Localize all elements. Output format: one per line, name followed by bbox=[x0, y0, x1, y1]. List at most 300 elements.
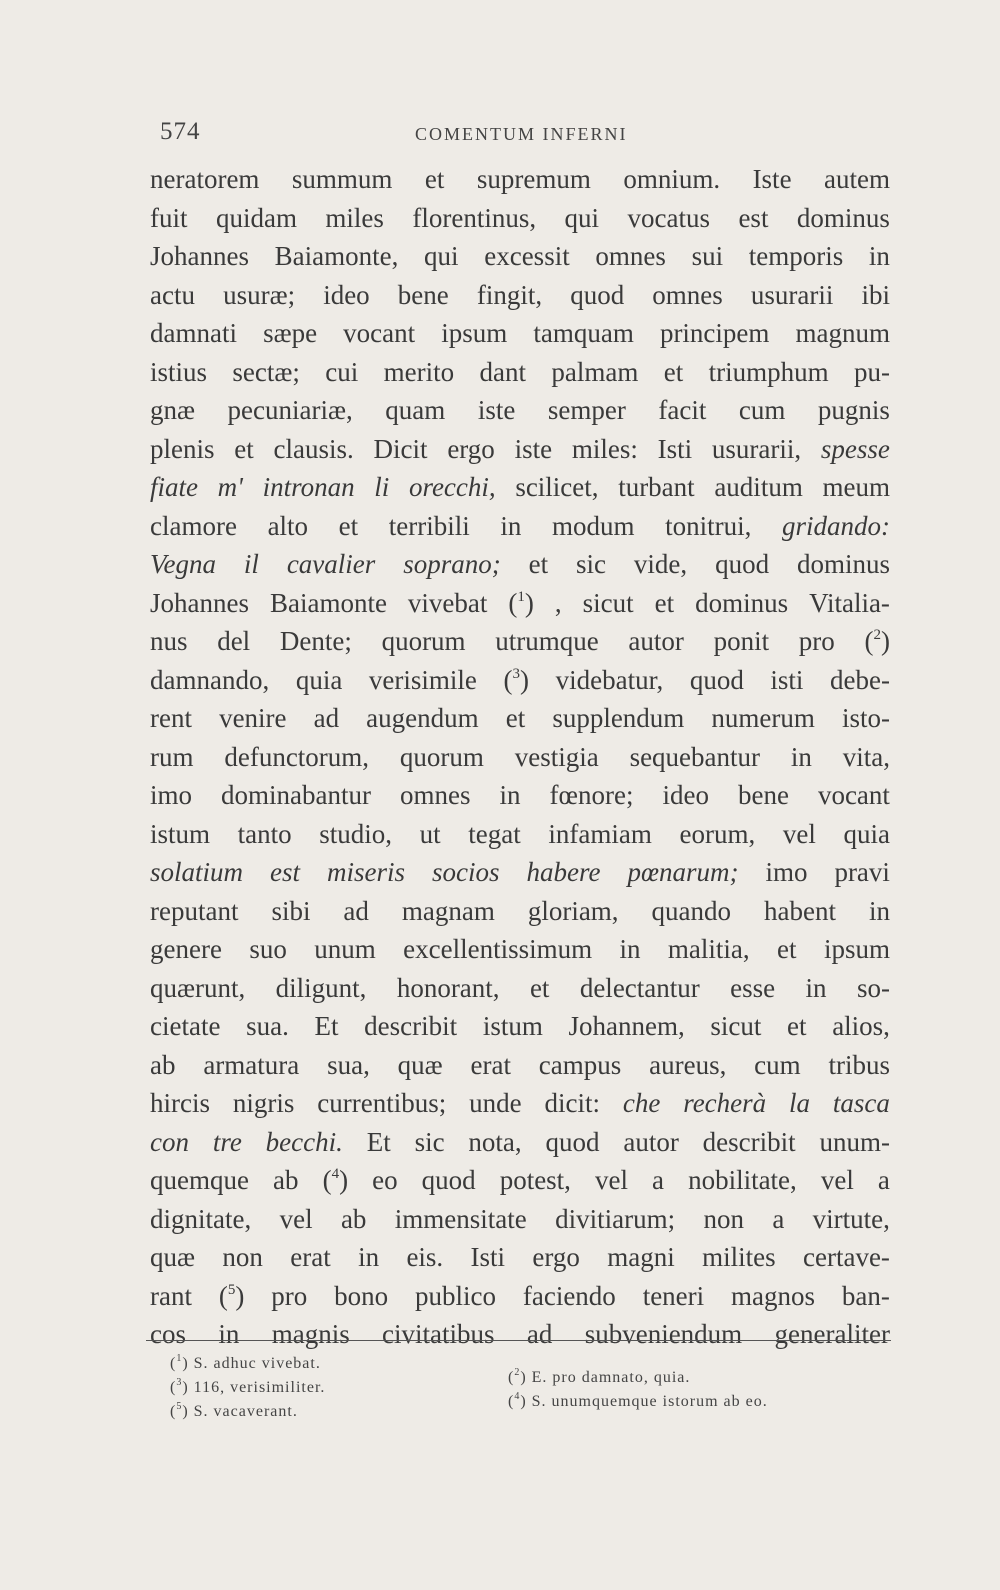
word: autor bbox=[628, 626, 684, 656]
italic-word: Vegna bbox=[150, 549, 216, 579]
word: principem bbox=[659, 318, 770, 348]
word: actu bbox=[150, 279, 195, 310]
word: fuit bbox=[150, 202, 188, 233]
text-line bbox=[150, 507, 890, 546]
word: publico bbox=[414, 1280, 496, 1311]
text-line bbox=[150, 1123, 890, 1162]
word: esse bbox=[730, 972, 776, 1003]
word: divitiarum; bbox=[555, 1203, 676, 1234]
word: quod bbox=[421, 1165, 476, 1195]
word: magnis bbox=[271, 1319, 350, 1349]
word: quia bbox=[295, 664, 343, 695]
word: ideo bbox=[323, 279, 370, 310]
note-reference: ($^5$) bbox=[218, 1280, 245, 1311]
word: qui bbox=[424, 241, 459, 271]
text-line bbox=[150, 1277, 890, 1316]
word: et bbox=[234, 433, 254, 464]
word: quorum bbox=[399, 741, 484, 772]
word: sequebantur bbox=[629, 741, 761, 772]
word: milites bbox=[702, 1242, 776, 1272]
word: sectæ; bbox=[232, 356, 300, 387]
note-reference: ($^3$) bbox=[503, 664, 529, 695]
word: miles bbox=[325, 202, 384, 233]
word: et bbox=[777, 934, 797, 964]
text-line bbox=[150, 661, 890, 700]
word: tamquam bbox=[533, 318, 634, 348]
word: vocant bbox=[343, 318, 416, 348]
word: ad bbox=[526, 1319, 553, 1349]
word: autor bbox=[623, 1126, 679, 1157]
word: damnati bbox=[150, 318, 237, 348]
text-line bbox=[150, 1315, 890, 1354]
word: ban- bbox=[841, 1280, 890, 1311]
word: quod bbox=[545, 1126, 600, 1157]
word: cui bbox=[325, 356, 359, 387]
word: generaliter bbox=[774, 1319, 890, 1349]
word: nota, bbox=[468, 1126, 522, 1157]
word: aureus, bbox=[649, 1049, 727, 1080]
word: augendum bbox=[366, 703, 479, 733]
word: in bbox=[805, 972, 827, 1003]
italic-word: li bbox=[374, 472, 390, 502]
word: ergo bbox=[447, 433, 495, 464]
word: imo bbox=[765, 857, 808, 887]
word: scilicet, bbox=[515, 472, 599, 502]
footnotes-left-column bbox=[170, 1352, 325, 1424]
word: Et bbox=[366, 1126, 391, 1157]
italic-word: miseris bbox=[326, 857, 405, 887]
word: summum bbox=[291, 164, 393, 194]
word: erat bbox=[290, 1242, 331, 1272]
word: omnes bbox=[595, 241, 666, 271]
word: nigris bbox=[232, 1088, 295, 1118]
word: so- bbox=[856, 972, 890, 1003]
word: omnes bbox=[652, 279, 723, 310]
word: et bbox=[505, 703, 526, 733]
word: potest, bbox=[499, 1165, 571, 1195]
word: bono bbox=[334, 1280, 389, 1311]
word: civitatibus bbox=[382, 1319, 495, 1349]
word: dant bbox=[479, 356, 527, 387]
word: sibi bbox=[271, 895, 311, 926]
word: vel bbox=[820, 1165, 854, 1195]
word: in bbox=[868, 241, 890, 271]
word: Johannem, bbox=[568, 1011, 685, 1041]
footnotes bbox=[148, 1352, 893, 1432]
word: et bbox=[424, 164, 445, 194]
word: tonitrui, bbox=[665, 510, 752, 541]
word: et bbox=[529, 972, 550, 1003]
word: modum bbox=[552, 510, 635, 541]
footnote: ($^2$) E. pro damnato, quia. bbox=[508, 1367, 691, 1386]
word: numerum bbox=[711, 703, 815, 733]
word: non bbox=[222, 1242, 263, 1272]
word: et bbox=[528, 549, 549, 579]
word: unde bbox=[469, 1088, 522, 1118]
word: et bbox=[338, 510, 359, 541]
word: dominus bbox=[796, 202, 890, 233]
word: Johannes bbox=[150, 587, 249, 618]
note-reference: ($^2$) bbox=[864, 626, 890, 656]
text-line bbox=[150, 468, 890, 507]
word: quando bbox=[651, 895, 732, 926]
word: venire bbox=[219, 703, 287, 733]
word: magnos bbox=[731, 1280, 816, 1311]
word: quemque bbox=[150, 1165, 249, 1195]
word: fingit, bbox=[476, 279, 543, 310]
word: vestigia bbox=[514, 741, 599, 772]
word: vel bbox=[782, 818, 816, 849]
italic-word: fiate bbox=[150, 472, 198, 502]
text-line bbox=[150, 622, 890, 661]
word: quod bbox=[570, 279, 625, 310]
word: qui bbox=[564, 202, 600, 233]
word: supplendum bbox=[552, 703, 685, 733]
word: clamore bbox=[150, 510, 237, 541]
word: quærunt, bbox=[150, 972, 246, 1003]
italic-word: soprano; bbox=[403, 549, 501, 579]
word: verisimile bbox=[368, 664, 477, 695]
word: sæpe bbox=[263, 318, 318, 348]
text-line bbox=[150, 815, 890, 854]
word: del bbox=[217, 626, 251, 656]
word: in bbox=[790, 741, 812, 772]
word: subveniendum bbox=[584, 1319, 743, 1349]
word: supremum bbox=[476, 164, 591, 194]
word: pro bbox=[798, 626, 835, 656]
word: tanto bbox=[237, 818, 292, 849]
footnote: ($^4$) S. unumquemque istorum ab eo. bbox=[508, 1391, 768, 1410]
word: semper bbox=[547, 395, 626, 425]
word: unum- bbox=[819, 1126, 890, 1157]
word: magnam bbox=[401, 895, 495, 926]
italic-word: intronan bbox=[262, 472, 355, 502]
word: quod bbox=[689, 664, 744, 695]
text-line bbox=[150, 699, 890, 738]
word: habent bbox=[763, 895, 836, 926]
running-title: COMENTUM INFERNI bbox=[415, 124, 628, 144]
word: et bbox=[787, 1011, 807, 1041]
word: ipsum bbox=[823, 934, 890, 964]
word: studio, bbox=[319, 818, 393, 849]
word: quia bbox=[843, 818, 890, 849]
text-line bbox=[150, 853, 890, 892]
word: sic bbox=[576, 549, 607, 579]
text-line bbox=[150, 314, 890, 353]
word: genere bbox=[150, 934, 222, 964]
word: currentibus; bbox=[317, 1088, 447, 1118]
italic-word: recherà bbox=[683, 1088, 767, 1118]
word: magnum bbox=[795, 318, 890, 348]
word: miles: bbox=[571, 433, 638, 464]
word: quæ bbox=[150, 1242, 196, 1272]
word: ab bbox=[340, 1203, 367, 1234]
word: cietate bbox=[150, 1011, 221, 1041]
word: istius bbox=[150, 356, 208, 387]
word: merito bbox=[383, 356, 455, 387]
word: delectantur bbox=[579, 972, 700, 1003]
italic-word: habere bbox=[526, 857, 601, 887]
word: usurarii bbox=[750, 279, 834, 310]
italic-word: cavalier bbox=[286, 549, 376, 579]
word: defunctorum, bbox=[224, 741, 370, 772]
word: rant bbox=[150, 1280, 192, 1311]
text-line bbox=[150, 1200, 890, 1239]
text-line bbox=[150, 930, 890, 969]
word: damnando, bbox=[150, 664, 270, 695]
word: sua, bbox=[327, 1049, 370, 1080]
word: neratorem bbox=[150, 164, 260, 194]
word: dignitate, bbox=[150, 1203, 252, 1234]
word: plenis bbox=[150, 433, 215, 464]
italic-word: tre bbox=[212, 1126, 242, 1157]
word: quidam bbox=[215, 202, 297, 233]
word: meum bbox=[822, 472, 890, 502]
word: bene bbox=[397, 279, 449, 310]
word: vocatus bbox=[627, 202, 710, 233]
word: imo bbox=[150, 780, 193, 810]
word: erat bbox=[470, 1049, 511, 1080]
footnote-rule bbox=[146, 1340, 891, 1341]
word: ponit bbox=[713, 626, 770, 656]
text-line bbox=[150, 237, 890, 276]
word: honorant, bbox=[396, 972, 500, 1003]
word: tegat bbox=[468, 818, 521, 849]
text-line bbox=[150, 1007, 890, 1046]
note-reference: ($^4$) bbox=[322, 1165, 349, 1195]
word: a bbox=[772, 1203, 785, 1234]
italic-word: gridando: bbox=[781, 510, 890, 541]
word: usuræ; bbox=[223, 279, 296, 310]
page-header bbox=[160, 118, 890, 158]
word: alios, bbox=[832, 1011, 890, 1041]
word: videbatur, bbox=[555, 664, 664, 695]
word: florentinus, bbox=[412, 202, 537, 233]
text-line bbox=[150, 892, 890, 931]
text-line bbox=[150, 1238, 890, 1277]
word: Vitalia- bbox=[809, 587, 890, 618]
word: ad bbox=[313, 703, 340, 733]
word: et bbox=[663, 356, 684, 387]
text-line bbox=[150, 545, 890, 584]
word: omnium. bbox=[623, 164, 721, 194]
word: ut bbox=[419, 818, 441, 849]
word: et bbox=[654, 587, 675, 618]
word: auditum bbox=[714, 472, 803, 502]
word: excessit bbox=[484, 241, 570, 271]
word: pravi bbox=[834, 857, 890, 887]
italic-word: becchi. bbox=[265, 1126, 343, 1157]
word: non bbox=[703, 1203, 744, 1234]
word: nobilitate, bbox=[688, 1165, 797, 1195]
word: virtute, bbox=[812, 1203, 890, 1234]
note-reference: ($^1$) bbox=[508, 587, 534, 618]
text-line bbox=[150, 199, 890, 238]
word: pugnis bbox=[817, 395, 890, 425]
word: teneri bbox=[642, 1280, 705, 1311]
word: ab bbox=[273, 1165, 299, 1195]
word: ergo bbox=[532, 1242, 580, 1272]
word: est bbox=[738, 202, 769, 233]
word: in bbox=[868, 895, 890, 926]
word: tribus bbox=[828, 1049, 890, 1080]
italic-word: che bbox=[622, 1088, 661, 1118]
word: terribili bbox=[388, 510, 470, 541]
word: magni bbox=[607, 1242, 675, 1272]
word: usurarii, bbox=[711, 433, 802, 464]
word: quam bbox=[385, 395, 446, 425]
word: cum bbox=[754, 1049, 801, 1080]
text-line bbox=[150, 430, 890, 469]
page-number: 574 bbox=[160, 118, 201, 145]
word: campus bbox=[538, 1049, 622, 1080]
word: immensitate bbox=[394, 1203, 527, 1234]
italic-word: solatium bbox=[150, 857, 244, 887]
word: isti bbox=[770, 664, 804, 695]
word: pecuniariæ, bbox=[227, 395, 353, 425]
word: eis. bbox=[406, 1242, 444, 1272]
word: dominabantur bbox=[221, 780, 371, 810]
word: palmam bbox=[551, 356, 639, 387]
word: eo bbox=[372, 1165, 398, 1195]
word: istum bbox=[150, 818, 211, 849]
text-line bbox=[150, 1161, 890, 1200]
word: Isti bbox=[470, 1242, 506, 1272]
word: utrumque bbox=[495, 626, 599, 656]
text-line bbox=[150, 276, 890, 315]
word: clausis. bbox=[273, 433, 354, 464]
word: sua. bbox=[246, 1011, 289, 1041]
italic-word: socios bbox=[431, 857, 500, 887]
word: describit bbox=[702, 1126, 796, 1157]
word: Dente; bbox=[279, 626, 352, 656]
italic-word: con bbox=[150, 1126, 189, 1157]
word: fœnore; bbox=[549, 780, 634, 810]
word: isto- bbox=[841, 703, 890, 733]
word: in bbox=[499, 780, 521, 810]
word: hircis bbox=[150, 1088, 210, 1118]
word: Isti bbox=[657, 433, 693, 464]
footnote: ($^3$) 116, verisimiliter. bbox=[170, 1377, 326, 1396]
body-text bbox=[150, 160, 890, 1354]
word: dominus bbox=[695, 587, 789, 618]
word: malitia, bbox=[667, 934, 750, 964]
word: iste bbox=[514, 433, 553, 464]
word: unum bbox=[314, 934, 376, 964]
word: dominus bbox=[796, 549, 890, 579]
text-line bbox=[150, 353, 890, 392]
word: in bbox=[358, 1242, 380, 1272]
word: omnes bbox=[399, 780, 471, 810]
italic-word: orecchi, bbox=[408, 472, 496, 502]
word: eorum, bbox=[679, 818, 756, 849]
word: vide, bbox=[633, 549, 688, 579]
word: cos bbox=[150, 1319, 186, 1349]
word: istum bbox=[482, 1011, 543, 1041]
word: Dicit bbox=[373, 433, 428, 464]
word: quorum bbox=[381, 626, 466, 656]
word: alto bbox=[267, 510, 309, 541]
word: Et bbox=[314, 1011, 339, 1041]
footnote: ($^5$) S. vacaverant. bbox=[170, 1401, 298, 1420]
word: temporis bbox=[748, 241, 844, 271]
italic-word: tasca bbox=[832, 1088, 890, 1118]
word: turbant bbox=[618, 472, 695, 502]
text-line bbox=[150, 584, 890, 623]
word: ibi bbox=[861, 279, 890, 310]
word: iste bbox=[477, 395, 516, 425]
text-line bbox=[150, 776, 890, 815]
italic-word: m' bbox=[217, 472, 243, 502]
word: describit bbox=[364, 1011, 458, 1041]
word: rent bbox=[150, 703, 192, 733]
word: autem bbox=[824, 164, 890, 194]
text-line bbox=[150, 1084, 890, 1123]
word: quæ bbox=[397, 1049, 443, 1080]
word: sicut bbox=[582, 587, 634, 618]
word: bene bbox=[737, 780, 789, 810]
word: a bbox=[652, 1165, 665, 1195]
word: ad bbox=[343, 895, 369, 926]
word: certave- bbox=[803, 1242, 890, 1272]
text-line bbox=[150, 969, 890, 1008]
word: dicit: bbox=[544, 1088, 600, 1118]
word: excellentissimum bbox=[403, 934, 593, 964]
word: vel bbox=[594, 1165, 628, 1195]
footnote: ($^1$) S. adhuc vivebat. bbox=[170, 1353, 321, 1372]
word: infamiam bbox=[548, 818, 652, 849]
word: rum bbox=[150, 741, 194, 772]
text-line bbox=[150, 160, 890, 199]
word: a bbox=[877, 1165, 890, 1195]
italic-word: la bbox=[789, 1088, 811, 1118]
word: suo bbox=[249, 934, 287, 964]
word: ab bbox=[150, 1049, 176, 1080]
word: gnæ bbox=[150, 395, 196, 425]
word: debe- bbox=[830, 664, 890, 695]
word: diligunt, bbox=[275, 972, 367, 1003]
word: sicut bbox=[710, 1011, 762, 1041]
word: sui bbox=[691, 241, 724, 271]
word: sic bbox=[414, 1126, 445, 1157]
word: vocant bbox=[817, 780, 890, 810]
word: Baiamonte bbox=[269, 587, 387, 618]
word: facit bbox=[658, 395, 707, 425]
text-line bbox=[150, 738, 890, 777]
word: gloriam, bbox=[527, 895, 619, 926]
italic-word: spesse bbox=[820, 433, 890, 464]
italic-word: il bbox=[243, 549, 259, 579]
word: in bbox=[619, 934, 641, 964]
word: vel bbox=[279, 1203, 313, 1234]
word: pro bbox=[271, 1280, 308, 1311]
word: in bbox=[218, 1319, 240, 1349]
text-line bbox=[150, 391, 890, 430]
word: faciendo bbox=[522, 1280, 616, 1311]
word: armatura bbox=[203, 1049, 300, 1080]
italic-word: pœnarum; bbox=[627, 857, 739, 887]
word: , bbox=[554, 587, 562, 618]
word: cum bbox=[738, 395, 786, 425]
word: Johannes bbox=[150, 241, 249, 271]
text-line bbox=[150, 1046, 890, 1085]
word: pu- bbox=[854, 356, 890, 387]
word: ideo bbox=[662, 780, 709, 810]
word: Baiamonte, bbox=[274, 241, 399, 271]
word: vivebat bbox=[407, 587, 488, 618]
word: reputant bbox=[150, 895, 239, 926]
word: ipsum bbox=[441, 318, 508, 348]
